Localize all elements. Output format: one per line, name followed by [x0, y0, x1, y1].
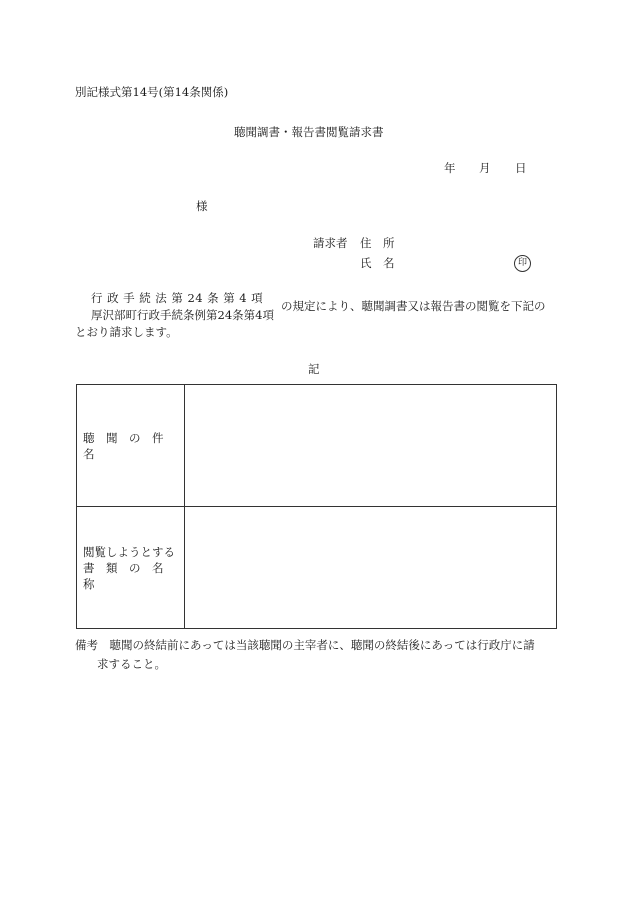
- subject-label: [77, 385, 185, 507]
- date-month: 月: [479, 161, 491, 175]
- table-row: [77, 507, 557, 629]
- seal-mark: 印: [514, 255, 531, 272]
- request-text: の規定により、聴聞調書又は報告書の閲覧を下記の: [281, 299, 546, 313]
- note-line-2: 求すること。: [97, 657, 166, 671]
- subject-label-text: 聴 聞 の 件 名: [83, 430, 175, 461]
- document-name-label-line1: 閲覧しようとする: [83, 544, 175, 559]
- requester-label: 請求者: [313, 236, 348, 250]
- form-number: 別記様式第14号(第14条関係): [75, 85, 229, 99]
- date-day: 日: [515, 161, 527, 175]
- request-table: [76, 384, 557, 629]
- page-title: 聴聞調書・報告書閲覧請求書: [234, 125, 384, 139]
- document-name-label: [77, 507, 185, 629]
- law-reference-2: 厚沢部町行政手続条例第24条第4項: [91, 308, 274, 322]
- address-label: 住 所: [360, 236, 395, 250]
- table-row: [77, 385, 557, 507]
- note-line-1: 備考 聴聞の終結前にあっては当該聴聞の主宰者に、聴聞の終結後にあっては行政庁に請: [75, 638, 535, 652]
- name-label: 氏 名: [360, 256, 395, 270]
- addressee-suffix: 様: [196, 199, 208, 213]
- document-name-label-line2: 書 類 の 名 称: [83, 560, 175, 591]
- law-reference-1: 行 政 手 続 法 第 24 条 第 4 項: [91, 291, 264, 305]
- request-text-line2: とおり請求します。: [75, 325, 178, 339]
- document-name-field[interactable]: [185, 507, 557, 629]
- subject-field[interactable]: [185, 385, 557, 507]
- ki-heading: 記: [308, 362, 320, 376]
- date-year: 年: [444, 161, 456, 175]
